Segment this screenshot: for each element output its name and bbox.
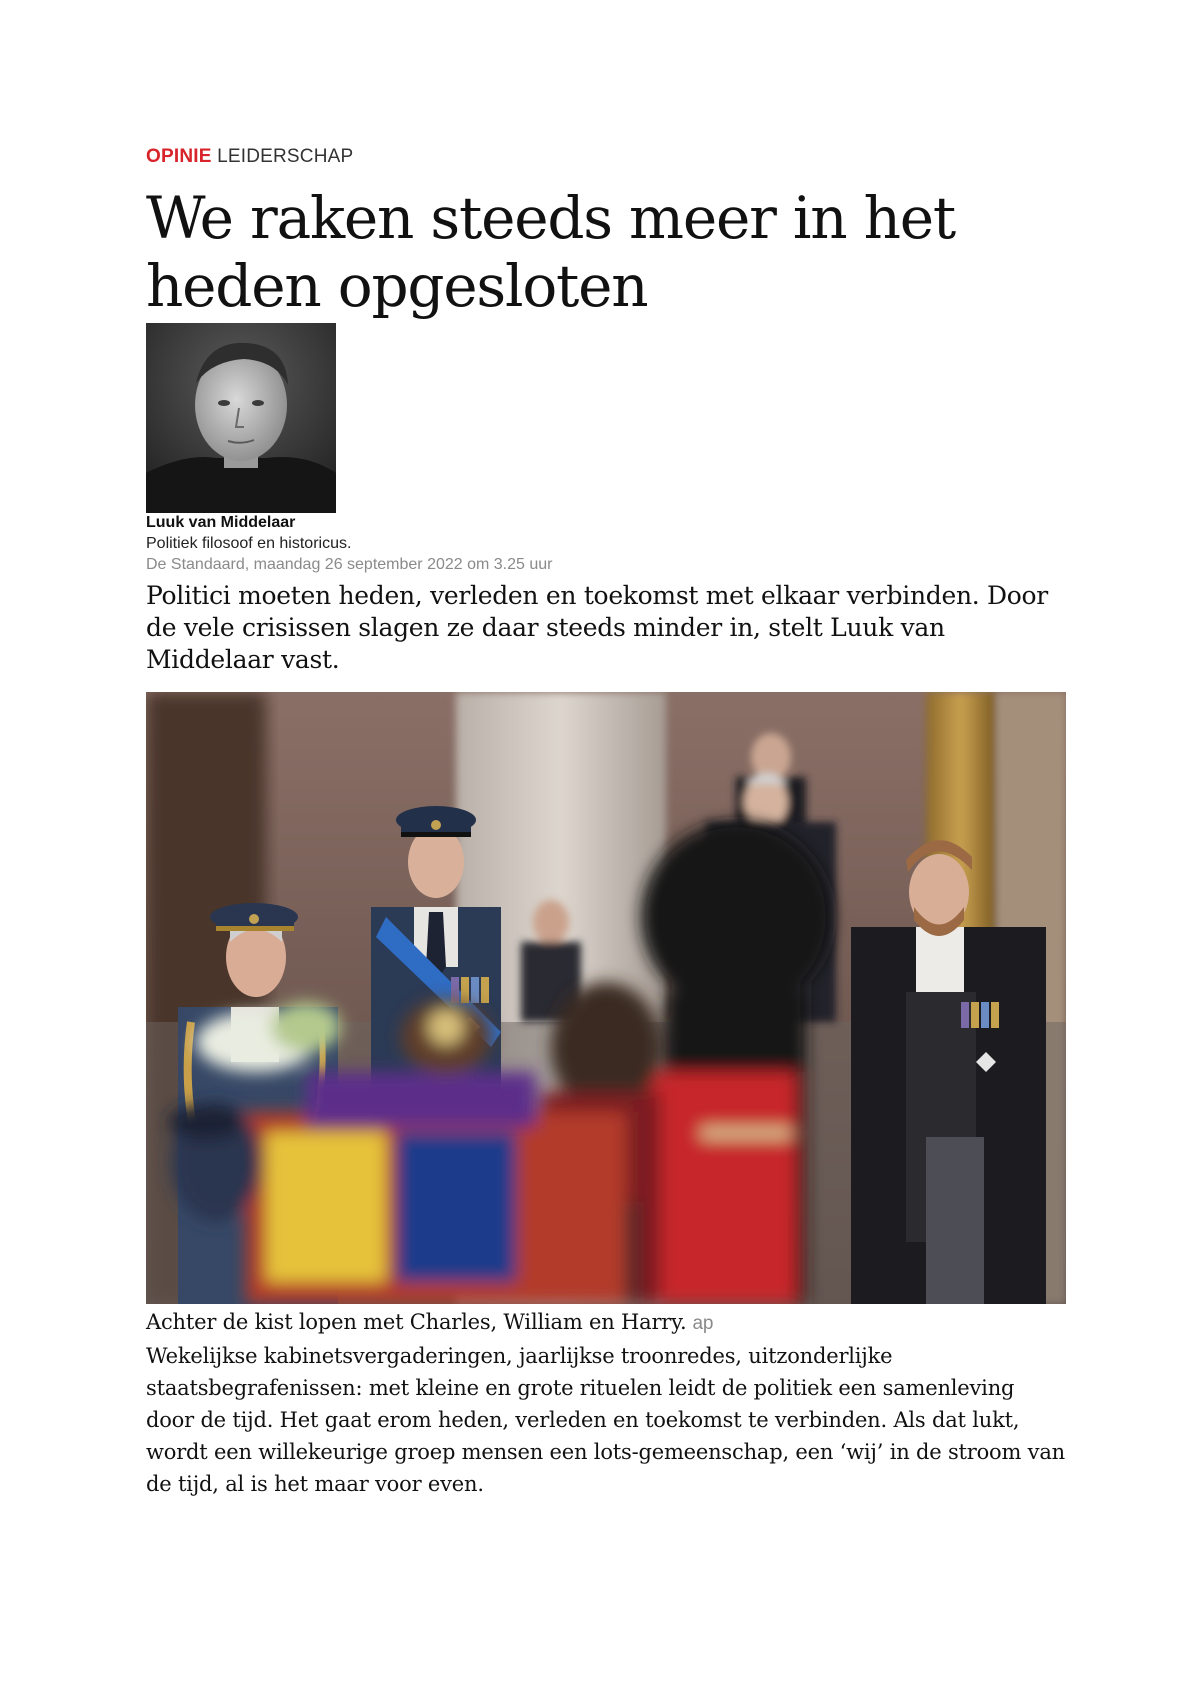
article-kicker xyxy=(146,146,353,168)
article-body-paragraph: Wekelijkse kabinetsvergaderingen, jaarlijkse troonredes, uitzonderlijke staatsbegrafenissen: met kleine en grote rituelen leidt de politiek een samenleving door de tijd. Het gaat erom heden, verleden en toekomst te verbinden. Als dat lukt, wordt een willekeurige groep mensen een lots-gemeenschap, een ‘wij’ in de stroom van de tijd, al is het maar voor even. xyxy=(146,1344,1065,1496)
photo-caption xyxy=(146,1310,713,1335)
article-intro: Politici moeten heden, verleden en toekomst met elkaar verbinden. Door de vele crisissen slagen ze daar steeds minder in, stelt Luuk van Middelaar vast. xyxy=(146,581,1048,674)
article-dateline: De Standaard, maandag 26 september 2022 om 3.25 uur xyxy=(146,556,553,573)
article-headline: We raken steeds meer in het heden opgesloten xyxy=(146,184,955,320)
photo-credit: ap xyxy=(692,1313,714,1334)
author-photo xyxy=(146,323,336,513)
photo-caption-text: Achter de kist lopen met Charles, William en Harry. xyxy=(146,1310,687,1334)
topic-label[interactable]: LEIDERSCHAP xyxy=(217,146,354,167)
section-label[interactable]: OPINIE xyxy=(146,146,212,167)
author-role: Politiek filosoof en historicus. xyxy=(146,535,352,552)
author-name[interactable]: Luuk van Middelaar xyxy=(146,514,296,531)
funeral-procession-photo xyxy=(146,692,1066,1304)
